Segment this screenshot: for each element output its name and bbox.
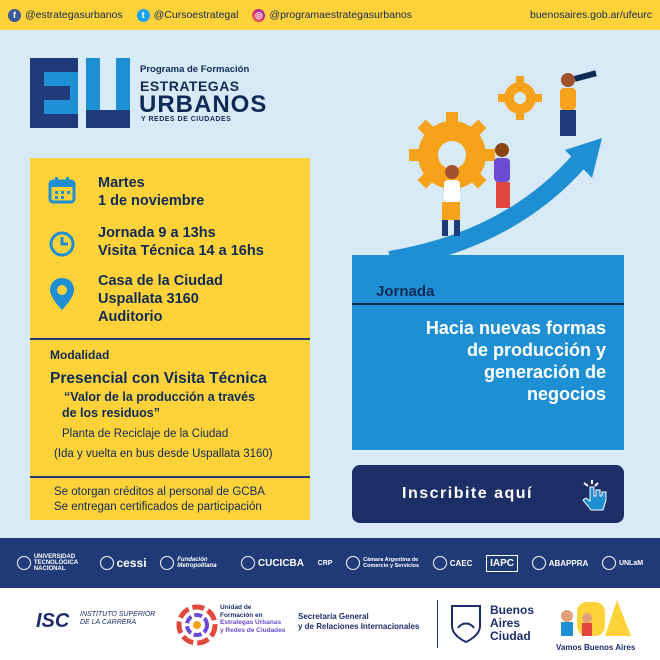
credits-note: Se otorgan créditos al personal de GCBA (54, 486, 265, 498)
jornada-title: Hacia nuevas formas de producción y generación de negocios (425, 318, 606, 404)
ba-big-logo-icon (555, 594, 639, 642)
clock-icon (48, 230, 76, 258)
divider (437, 600, 438, 648)
modalidad-title: Presencial con Visita Técnica (50, 370, 267, 387)
facebook-icon: f (8, 9, 21, 22)
brand-urbanos: URBANOS (139, 91, 268, 118)
visit-quote-line2: de los residuos” (62, 406, 160, 420)
growth-arrow (390, 160, 580, 260)
vamos-buenos-aires: Vamos Buenos Aires (556, 643, 636, 652)
eu-logo (30, 58, 130, 128)
sponsor-unlam: UNLaM (602, 556, 643, 570)
sponsor-camara: Cámara Argentina de Comercio y Servicios (346, 556, 419, 570)
plant-name: Planta de Reciclaje de la Ciudad (62, 428, 229, 440)
place-room: Auditorio (98, 309, 163, 325)
twitter-icon: t (137, 9, 150, 22)
unidad-label: Unidad de Formación en Estrategas Urbanas y Redes de Ciudades (220, 604, 286, 634)
schedule-jornada: Jornada 9 a 13hs (98, 225, 216, 241)
sponsor-fundacion: Fundación Metropolitana (160, 556, 227, 570)
jornada-label: Jornada (376, 283, 435, 300)
sponsor-cucicba: CUCICBA (241, 556, 304, 570)
footer (0, 588, 660, 660)
divider (352, 303, 624, 305)
sponsors-bar (0, 538, 660, 588)
sponsor-abappra: ABAPPRA (532, 556, 589, 570)
isc-logo: ISC (36, 610, 70, 632)
isc-subtitle: INSTITUTO SUPERIOR DE LA CARRERA (80, 611, 156, 626)
website-link[interactable]: buenosaires.gob.ar/ufeurc (530, 9, 652, 21)
buenos-aires-logo: Buenos Aires Ciudad (490, 603, 535, 643)
pointer-hand-icon (578, 479, 612, 513)
person-pointing (494, 143, 510, 208)
register-button[interactable]: Inscribite aquí (352, 465, 624, 523)
instagram-handle[interactable]: ◎ @programaestrategasurbanos (252, 9, 412, 22)
divider (30, 476, 310, 478)
sponsor-crp: CRP (317, 559, 333, 567)
social-bar (0, 0, 660, 30)
unidad-logo-icon (176, 602, 218, 648)
facebook-handle[interactable]: f @estrategasurbanos (8, 9, 123, 22)
sponsor-iapc: IAPC (486, 555, 518, 572)
instagram-icon: ◎ (252, 9, 265, 22)
person-telescope (560, 70, 597, 136)
ciudad-shield-icon (448, 604, 484, 644)
sponsor-utn: UNIVERSIDAD TECNOLÓGICA NACIONAL (17, 554, 86, 572)
event-info-panel (30, 158, 310, 520)
certificates-note: Se entregan certificados de participación (54, 501, 262, 513)
schedule-visita: Visita Técnica 14 a 16hs (98, 243, 264, 259)
program-label: Programa de Formación (140, 64, 250, 75)
secretaria-label: Secretaría General y de Relaciones Internacionales (298, 612, 420, 631)
teamwork-illustration (370, 60, 650, 260)
calendar-icon (48, 176, 76, 204)
divider (30, 338, 310, 340)
event-day: Martes (98, 175, 145, 191)
modalidad-label: Modalidad (50, 348, 110, 362)
small-gear-icon (498, 76, 542, 120)
twitter-handle[interactable]: t @Cursoestrategal (137, 9, 239, 22)
place-address: Uspallata 3160 (98, 291, 199, 307)
jornada-box (352, 255, 624, 450)
location-pin-icon (48, 276, 76, 314)
sponsor-cessi: cessi (100, 556, 147, 570)
brand-redes: Y REDES DE CIUDADES (141, 116, 232, 123)
visit-quote-line1: “Valor de la producción a través (64, 390, 256, 404)
brand-estrategas: ESTRATEGAS (140, 78, 240, 94)
event-date: 1 de noviembre (98, 193, 205, 209)
sponsor-caec: CAEC (433, 556, 473, 570)
bus-note: (Ida y vuelta en bus desde Uspallata 3160) (54, 448, 273, 460)
place-name: Casa de la Ciudad (98, 273, 223, 289)
